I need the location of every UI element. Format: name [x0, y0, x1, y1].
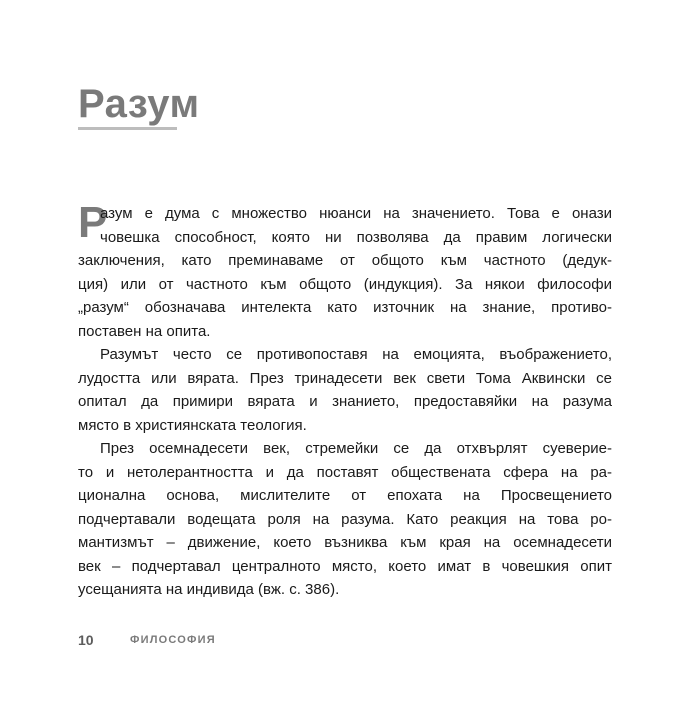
text-line: През осемнадесети век, стремейки се да отхвърлят суеверие-	[100, 440, 612, 457]
paragraph-3	[78, 437, 612, 602]
page-number: 10	[78, 632, 94, 648]
text-line: век – подчертавал централното място, което имат в човешкия опит	[78, 557, 612, 575]
text-line: заключения, като преминаваме от общото към частното (дедук-	[78, 252, 612, 269]
text-line: Разумът често се противопоставя на емоцията, въображението,	[100, 346, 612, 363]
text-line: мантизмът – движение, което възниква към края на осемнадесети	[78, 534, 612, 551]
text-line: ция) или от частното към общото (индукция). За някои философи	[78, 275, 612, 293]
text-line: „разум“ обозначава интелекта като източник на знание, противо-	[78, 299, 612, 316]
text-line: опитал да примири вярата и знанието, предоставяйки на разума	[78, 393, 612, 410]
text-line: азум е дума с множество нюанси на значението. Това е онази	[100, 205, 612, 222]
text-line: човешка способност, която ни позволява да правим логически	[100, 228, 612, 246]
text-line: място в християнската теология.	[78, 416, 307, 434]
text-line: ционална основа, мислителите от епохата на Просвещението	[78, 487, 612, 504]
page-title: Разум	[78, 82, 200, 126]
running-footer-section: ФИЛОСОФИЯ	[130, 634, 216, 646]
drop-cap: Р	[78, 198, 108, 247]
text-line: подчертавали водещата роля на разума. Като реакция на това ро-	[78, 510, 612, 528]
title-underline	[78, 127, 177, 130]
paragraph-1	[78, 202, 612, 343]
article-body	[78, 202, 612, 602]
text-line: поставен на опита.	[78, 322, 211, 340]
text-line: усещанията на индивида (вж. с. 386).	[78, 581, 340, 598]
paragraph-2	[78, 343, 612, 437]
text-line: лудостта или вярата. През тринадесети век свети Тома Аквински се	[78, 369, 612, 387]
text-line: то и нетолерантността и да поставят обществената сфера на ра-	[78, 463, 612, 481]
